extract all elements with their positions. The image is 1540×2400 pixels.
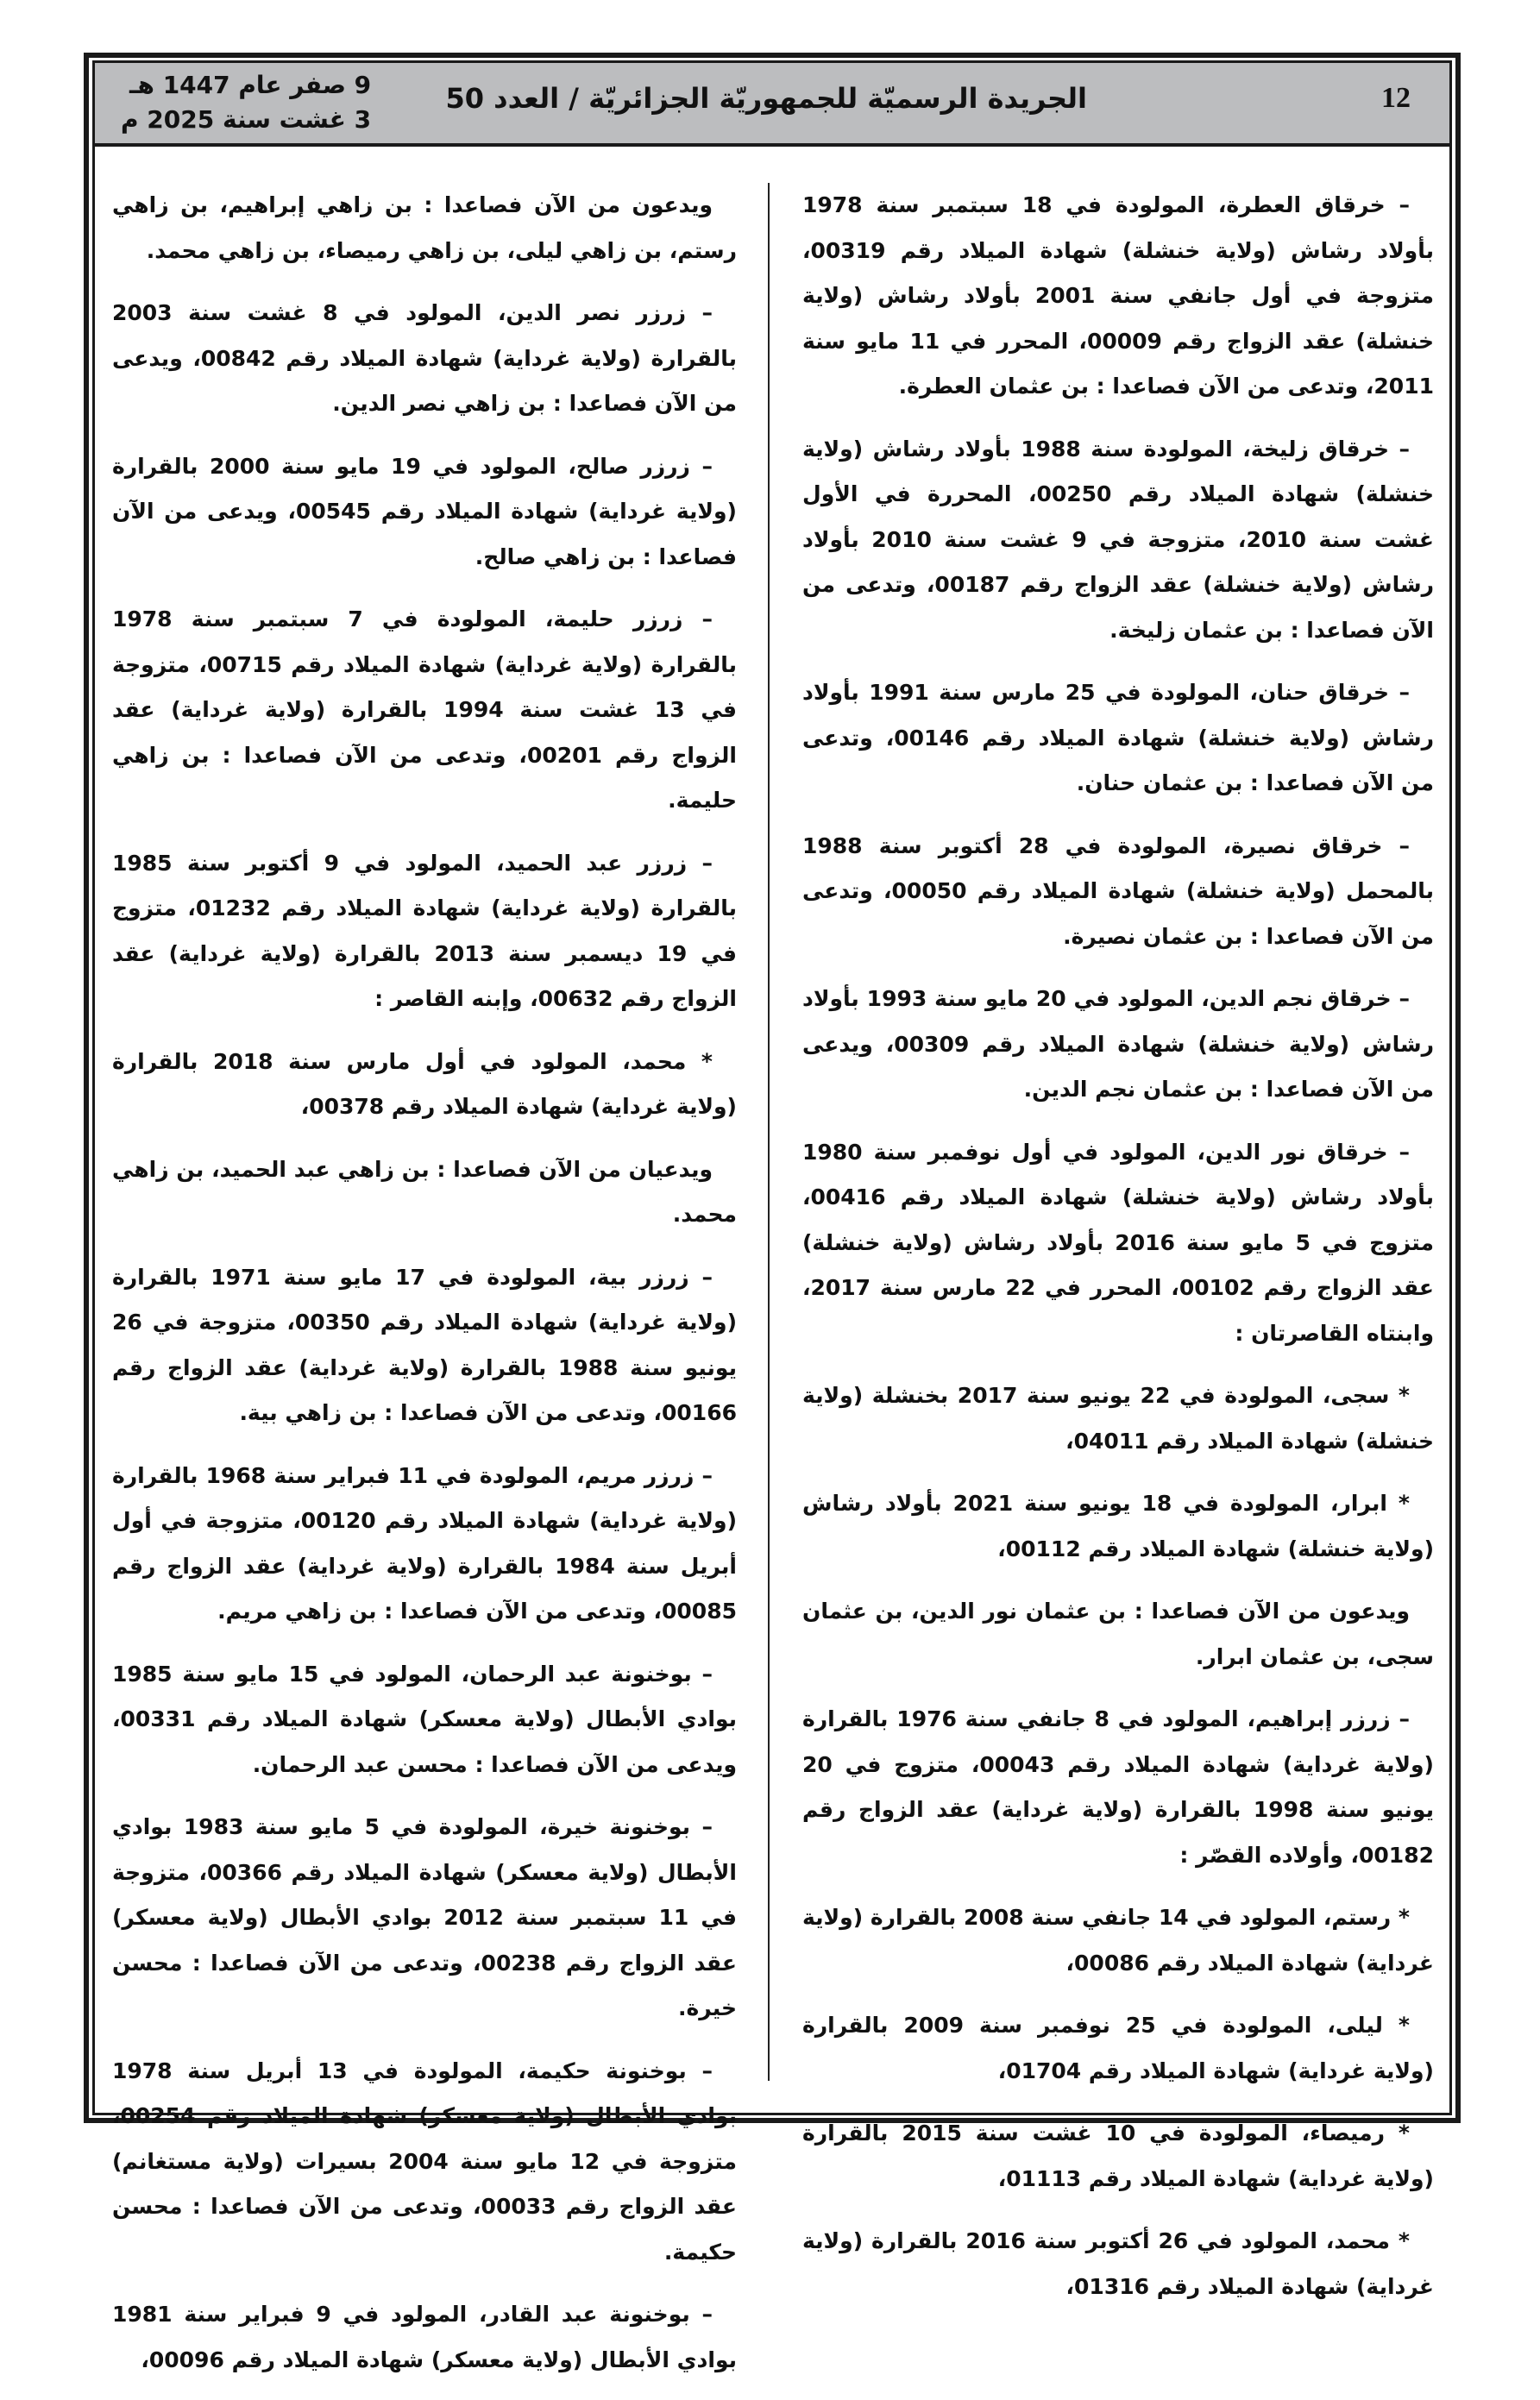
paragraph: * ليلى، المولودة في 25 نوفمبر سنة 2009 بالقرارة (ولاية غرداية) شهادة الميلاد رقم 01704،: [802, 2013, 1434, 2083]
paragraph: – زرزر إبراهيم، المولود في 8 جانفي سنة 1976 بالقرارة (ولاية غرداية) شهادة الميلاد رقم 00043، متزوج في 20 يونيو سنة 1998 بالقرارة (ولاية غرداية) عقد الزواج رقم 00182، وأولاده القصّر :: [802, 1706, 1434, 1868]
paragraph: – زرزر عبد الحميد، المولود في 9 أكتوبر سنة 1985 بالقرارة (ولاية غرداية) شهادة الميلاد رقم 01232، متزوج في 19 ديسمبر سنة 2013 بالقرارة (ولاية غرداية) عقد الزواج رقم 00632، وإبنه القاصر :: [112, 850, 737, 1011]
paragraph: – بوخنونة حكيمة، المولودة في 13 أبريل سنة 1978 بوادي الأبطال (ولاية معسكر) شهادة الميلاد رقم 00254، متزوجة في 12 مايو سنة 2004 بسيرات (ولاية مستغانم) عقد الزواج رقم 00033، وتدعى من الآن فصاعدا : محسن حكيمة.: [112, 2058, 737, 2265]
paragraph: – زرزر مريم، المولودة في 11 فبراير سنة 1968 بالقرارة (ولاية غرداية) شهادة الميلاد رقم 00120، متزوجة في أول أبريل سنة 1984 بالقرارة (ولاية غرداية) عقد الزواج رقم 00085، وتدعى من الآن فصاعدا : بن زاهي مريم.: [112, 1462, 737, 1624]
paragraph: ويدعون من الآن فصاعدا : بن زاهي إبراهيم، بن زاهي رستم، بن زاهي ليلى، بن زاهي رميصاء، بن زاهي محمد.: [112, 192, 737, 263]
paragraph: – زرزر بية، المولودة في 17 مايو سنة 1971 بالقرارة (ولاية غرداية) شهادة الميلاد رقم 00350، متزوجة في 26 يونيو سنة 1988 بالقرارة (ولاية غرداية) عقد الزواج رقم 00166، وتدعى من الآن فصاعدا : بن زاهي بية.: [112, 1264, 737, 1425]
date-hijri: 9 صفر عام 1447 هـ: [129, 71, 372, 99]
journal-title: الجريدة الرسميّة للجمهوريّة الجزائريّة / العدد 50: [445, 82, 1087, 115]
date-gregorian: 3 غشت سنة 2025 م: [121, 105, 372, 134]
paragraph: ويدعون من الآن فصاعدا : بن عثمان نور الدين، بن عثمان سجى، بن عثمان ابرار.: [802, 1599, 1434, 1669]
right-column: [802, 183, 1434, 2327]
paragraph: – خرقاق نجم الدين، المولود في 20 مايو سنة 1993 بأولاد رشاش (ولاية خنشلة) شهادة الميلاد رقم 00309، ويدعى من الآن فصاعدا : بن عثمان نجم الدين.: [802, 986, 1434, 1102]
paragraph: – زرزر صالح، المولود في 19 مايو سنة 2000 بالقرارة (ولاية غرداية) شهادة الميلاد رقم 00545، ويدعى من الآن فصاعدا : بن زاهي صالح.: [112, 453, 737, 569]
left-column: [112, 183, 737, 2400]
issue-date: [121, 68, 371, 137]
paragraph: – بوخنونة عبد الرحمان، المولود في 15 مايو سنة 1985 بوادي الأبطال (ولاية معسكر) شهادة الميلاد رقم 00331، ويدعى من الآن فصاعدا : محسن عبد الرحمان.: [112, 1661, 737, 1777]
paragraph: – بوخنونة خيرة، المولودة في 5 مايو سنة 1983 بوادي الأبطال (ولاية معسكر) شهادة الميلاد رقم 00366، متزوجة في 11 سبتمبر سنة 2012 بوادي الأبطال (ولاية معسكر) عقد الزواج رقم 00238، وتدعى من الآن فصاعدا : محسن خيرة.: [112, 1814, 737, 2020]
column-divider: [768, 183, 770, 2081]
paragraph: * محمد، المولود في أول مارس سنة 2018 بالقرارة (ولاية غرداية) شهادة الميلاد رقم 00378،: [112, 1048, 737, 1119]
paragraph: * رستم، المولود في 14 جانفي سنة 2008 بالقرارة (ولاية غرداية) شهادة الميلاد رقم 00086،: [802, 1905, 1434, 1976]
page-number: 12: [1381, 82, 1411, 114]
paragraph: – بوخنونة عبد القادر، المولود في 9 فبراير سنة 1981 بوادي الأبطال (ولاية معسكر) شهادة الميلاد رقم 00096،: [112, 2302, 737, 2372]
paragraph: – خرقاق نور الدين، المولود في أول نوفمبر سنة 1980 بأولاد رشاش (ولاية خنشلة) شهادة الميلاد رقم 00416، متزوج في 5 مايو سنة 2016 بأولاد رشاش (ولاية خنشلة) عقد الزواج رقم 00102، المحرر في 22 مارس سنة 2017، وابنتاه القاصرتان :: [802, 1139, 1434, 1346]
page-header: [95, 63, 1449, 147]
paragraph: * محمد، المولود في 26 أكتوبر سنة 2016 بالقرارة (ولاية غرداية) شهادة الميلاد رقم 01316،: [802, 2228, 1434, 2299]
paragraph: – زرزر نصر الدين، المولود في 8 غشت سنة 2003 بالقرارة (ولاية غرداية) شهادة الميلاد رقم 00842، ويدعى من الآن فصاعدا : بن زاهي نصر الدين.: [112, 300, 737, 416]
paragraph: – زرزر حليمة، المولودة في 7 سبتمبر سنة 1978 بالقرارة (ولاية غرداية) شهادة الميلاد رقم 00715، متزوجة في 13 غشت سنة 1994 بالقرارة (ولاية غرداية) عقد الزواج رقم 00201، وتدعى من الآن فصاعدا : بن زاهي حليمة.: [112, 606, 737, 813]
paragraph: – خرقاق العطرة، المولودة في 18 سبتمبر سنة 1978 بأولاد رشاش (ولاية خنشلة) شهادة الميلاد رقم 00319، متزوجة في أول جانفي سنة 2001 بأولاد رشاش (ولاية خنشلة) عقد الزواج رقم 00009، المحرر في 11 مايو سنة 2011، وتدعى من الآن فصاعدا : بن عثمان العطرة.: [802, 192, 1435, 399]
paragraph: * ابرار، المولودة في 18 يونيو سنة 2021 بأولاد رشاش (ولاية خنشلة) شهادة الميلاد رقم 00112،: [802, 1491, 1434, 1561]
paragraph: ويدعيان من الآن فصاعدا : بن زاهي عبد الحميد، بن زاهي محمد.: [112, 1156, 737, 1227]
paragraph: – خرقاق زليخة، المولودة سنة 1988 بأولاد رشاش (ولاية خنشلة) شهادة الميلاد رقم 00250، المحررة في الأول غشت سنة 2010، متزوجة في 9 غشت سنة 2010 بأولاد رشاش (ولاية خنشلة) عقد الزواج رقم 00187، وتدعى من الآن فصاعدا : بن عثمان زليخة.: [802, 436, 1435, 643]
paragraph: * سجى، المولودة في 22 يونيو سنة 2017 بخنشلة (ولاية خنشلة) شهادة الميلاد رقم 04011،: [802, 1383, 1434, 1454]
paragraph: – خرقاق نصيرة، المولودة في 28 أكتوبر سنة 1988 بالمحمل (ولاية خنشلة) شهادة الميلاد رقم 00050، وتدعى من الآن فصاعدا : بن عثمان نصيرة.: [802, 832, 1434, 949]
paragraph: * رميصاء، المولودة في 10 غشت سنة 2015 بالقرارة (ولاية غرداية) شهادة الميلاد رقم 01113،: [802, 2120, 1434, 2191]
paragraph: – خرقاق حنان، المولودة في 25 مارس سنة 1991 بأولاد رشاش (ولاية خنشلة) شهادة الميلاد رقم 00146، وتدعى من الآن فصاعدا : بن عثمان حنان.: [802, 680, 1434, 795]
